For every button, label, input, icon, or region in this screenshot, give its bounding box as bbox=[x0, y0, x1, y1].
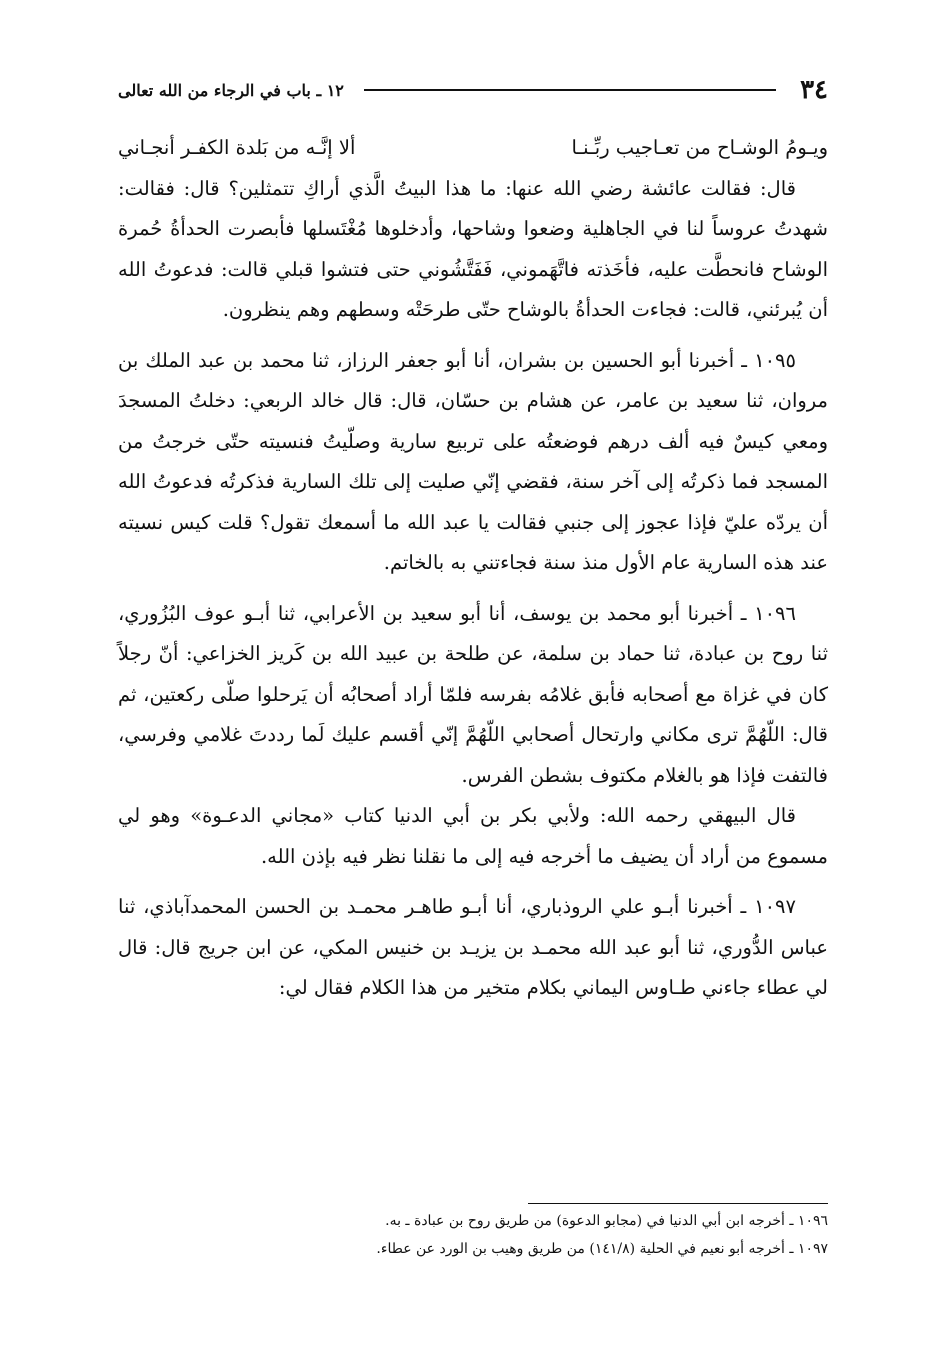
poetry-verse bbox=[118, 128, 828, 169]
header-rule bbox=[364, 89, 776, 91]
running-title: ١٢ ـ باب في الرجاء من الله تعالى bbox=[118, 80, 344, 100]
footnote-rule bbox=[528, 1203, 828, 1204]
verse-second-hemistich: ألا إنَّـه من بَلدة الكفـر أنجـاني bbox=[118, 136, 356, 159]
page-body bbox=[118, 128, 828, 1009]
verse-first-hemistich: ويـومُ الوشـاح من تعـاجيب ربِّـنـا bbox=[571, 136, 828, 159]
paragraph-aisha-story: قال: فقالت عائشة رضي الله عنها: ما هذا البيتُ الَّذي أراكِ تتمثلين؟ قال: فقالت: شهدتُ عروساً لنا في الجاهلية وضعوا وشاحها، وأدخلوها مُغْتَسلها فأبصرت الحدأةُ حُمرة الوشاح فانحطَّت عليه، فأخَذته فاتَّهَموني، فَفَتَّشُوني حتى فتشوا قبلي قالت: فدعوتُ الله أن يُبرئني، قالت: فجاءت الحدأةُ بالوشاح حتّى طرحَتْه وسطهم وهم ينظرون. bbox=[118, 176, 829, 321]
paragraph-hadith-1095: ١٠٩٥ ـ أخبرنا أبو الحسين بن بشران، أنا أبو جعفر الرزاز، ثنا محمد بن عبد الملك بن مروان، ثنا سعيد بن عامر، عن هشام بن حسّان، قال: قال خالد الربعي: دخلتُ المسجدَ ومعي كيسٌ فيه ألف درهم فوضعتُه على تربيع سارية وصلّيتُ فنسيته حتّى خرجتُ من المسجد فما ذكرتُه إلى آخر سنة، فقضي إنّي صليت إلى تلك السارية فذكرتُه فدعوتُ الله أن يردّه عليّ فإذا عجوز إلى جنبي فقالت يا عبد الله ما أسمعك تقول؟ قلت كيس نسيته عند هذه السارية عام الأول منذ سنة فجاءتني به بالخاتم. bbox=[118, 348, 828, 574]
page-number: ٣٤ bbox=[800, 75, 828, 105]
paragraph-bayhaqi-note: قال البيهقي رحمه الله: ولأبي بكر بن أبي الدنيا كتاب «مجاني الدعـوة» وهو لي مسموع من أراد أن يضيف ما أخرجه فيه إلى ما نقلنا نظر فيه بإذن الله. bbox=[118, 804, 828, 868]
paragraph-hadith-1097: ١٠٩٧ ـ أخبرنا أبـو علي الروذباري، أنا أبـو طاهـر محمـد بن الحسن المحمدآباذي، ثنا عباس الدُّوري، ثنا أبو عبد الله محمـد بن يزيـد بن خنيس المكي، عن ابن جريج قال: قال لي عطاء جاءني طـاوس اليماني بكلام متخير من هذا الكلام فقال لي: bbox=[118, 895, 828, 999]
paragraph-hadith-1096: ١٠٩٦ ـ أخبرنا أبو محمد بن يوسف، أنا أبو سعيد بن الأعرابي، ثنا أبـو عوف البُزُوري، ثنا روح بن عبادة، ثنا حماد بن سلمة، عن طلحة بن عبيد الله بن كَريز الخزاعي: أنّ رجلاً كان في غزاة مع أصحابه فأبق غلامُه بفرسه فلمّا أراد أصحابُه أن يَرحلوا صلّى ركعتين، ثم قال: اللّهُمَّ ترى مكاني وارتحال أصحابي اللّهُمَّ إنّي أقسم عليك لَما رددتَ غلامي وفرسي، فالتفت فإذا هو بالغلام مكتوف بشطن الفرس. bbox=[118, 601, 828, 787]
page-header bbox=[118, 70, 828, 110]
footnotes bbox=[118, 1207, 828, 1263]
footnote-1096: ١٠٩٦ ـ أخرجه ابن أبي الدنيا في (مجابو الدعوة) من طريق روح بن عبادة ـ به. bbox=[385, 1213, 828, 1229]
footnote-1097: ١٠٩٧ ـ أخرجه أبو نعيم في الحلية (١٤١/٨) من طريق وهيب بن الورد عن عطاء. bbox=[376, 1241, 828, 1257]
